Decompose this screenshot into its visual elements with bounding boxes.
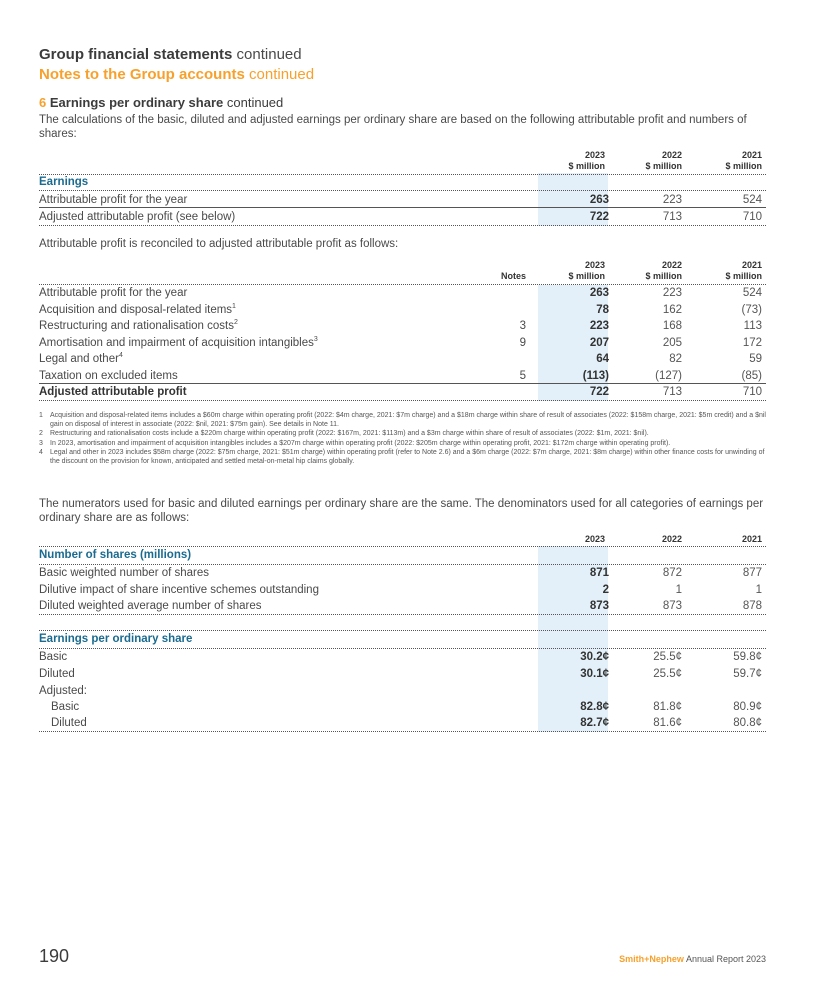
- page-number: 190: [39, 946, 70, 966]
- page-header-title: Group financial statements continued: [39, 46, 302, 63]
- page: [39, 0, 766, 983]
- table-row: Taxation on excluded items 5 (113) (127) (85): [39, 370, 762, 382]
- footnote: 4 Legal and other in 2023 includes $58m charge (2022: $75m charge, 2021: $51m charge) within operating profit (refer to Note 2.6) and a $6m charge (2022: $7m charge, 2021: $8m charge) within other finance costs for unwinding of the discount on the provision for known, anticipated and settled metal-on-metal hip claims globally.: [39, 448, 765, 466]
- section-heading: 6 Earnings per ordinary share continued: [39, 95, 284, 110]
- earnings-title: Earnings: [39, 176, 89, 188]
- t2-col-2021: 2021 $ million: [725, 260, 762, 281]
- notes-header: Notes: [500, 271, 526, 281]
- rule: [39, 225, 766, 226]
- table-row: Restructuring and rationalisation costs$^2$ 3 223 168 113: [39, 319, 762, 332]
- table-row: Amortisation and impairment of acquisition intangibles$^3$ 9 207 205 172: [39, 336, 762, 349]
- t2-col-2023: 2023 $ million: [568, 260, 605, 281]
- table-row: Attributable profit for the year 263 223 524: [39, 194, 762, 206]
- table-row: Dilutive impact of share incentive schemes outstanding 2 1 1: [39, 584, 762, 596]
- t3-col-2022: 2022: [661, 534, 682, 544]
- table-row: Adjusted attributable profit (see below) 722 713 710: [39, 211, 762, 223]
- table-row: Diluted 30.1¢ 25.5¢ 59.7¢: [39, 668, 762, 680]
- table-total-row: Adjusted attributable profit 722 713 710: [39, 386, 762, 398]
- rule: [39, 207, 766, 208]
- t1-col-2022: 2022 $ million: [645, 150, 682, 171]
- section-intro: The calculations of the basic, diluted and adjusted earnings per ordinary share are based on the following attributable profit and numbers of shares:: [39, 114, 747, 140]
- t1-col-2021: 2021 $ million: [725, 150, 762, 171]
- rule: [39, 400, 766, 401]
- rule: [39, 546, 766, 547]
- table-row: Diluted weighted average number of shares 873 873 878: [39, 600, 762, 612]
- table-row: Legal and other$^4$ 64 82 59: [39, 352, 762, 365]
- table-row: Basic 30.2¢ 25.5¢ 59.8¢: [39, 651, 762, 663]
- shares-title: Number of shares (millions): [39, 549, 192, 561]
- table-row: Adjusted:: [39, 685, 87, 697]
- footnote: 2 Restructuring and rationalisation costs include a $220m charge within operating profit (2022: $167m, 2021: $113m) and a $3m charge within share of result of associates (2022: $1m, 2021: $nil).: [39, 430, 649, 438]
- page-header-subtitle: Notes to the Group accounts continued: [39, 66, 315, 83]
- rule: [39, 174, 766, 175]
- table-row: Basic 82.8¢ 81.8¢ 80.9¢: [51, 701, 762, 713]
- rule: [39, 190, 766, 191]
- t3-col-2021: 2021: [741, 534, 762, 544]
- rule: [39, 614, 766, 615]
- table-row: Attributable profit for the year 263 223 524: [39, 287, 762, 299]
- t2-col-2022: 2022 $ million: [645, 260, 682, 281]
- table-row: Diluted 82.7¢ 81.6¢ 80.8¢: [51, 717, 762, 729]
- table-row: Acquisition and disposal-related items$^1$ 78 162 (73): [39, 303, 762, 316]
- rule: [39, 630, 766, 631]
- eps-title: Earnings per ordinary share: [39, 633, 193, 645]
- rule: [39, 731, 766, 732]
- footnote: 3 In 2023, amortisation and impairment of acquisition intangibles includes a $207m charge within operating profit (2022: $205m charge within operating profit, 2021: $172m charge within operating profit).: [39, 439, 671, 447]
- footnotes: [39, 411, 766, 466]
- denominators-intro: The numerators used for basic and diluted earnings per ordinary share are the same. The denominators used for all categories of earnings per ordinary share are as follows:: [39, 498, 764, 524]
- footnote: 1 Acquisition and disposal-related items includes a $60m charge within operating profit (2022: $4m charge, 2021: $7m charge) and a $18m charge within share of result of associates (2022: $158m charge, 2021: $5m credit) and a $nil gain on disposal of interest in associate (2022: $nil, 2021: $75m gain). See details in Note 11.: [39, 412, 766, 429]
- footer-brand: Smith+Nephew Annual Report 2023: [619, 954, 766, 964]
- reconcile-intro: Attributable profit is reconciled to adjusted attributable profit as follows:: [39, 238, 399, 250]
- t1-col-2023: 2023 $ million: [568, 150, 605, 171]
- table-row: Basic weighted number of shares 871 872 877: [39, 567, 762, 579]
- t3-col-2023: 2023: [584, 534, 605, 544]
